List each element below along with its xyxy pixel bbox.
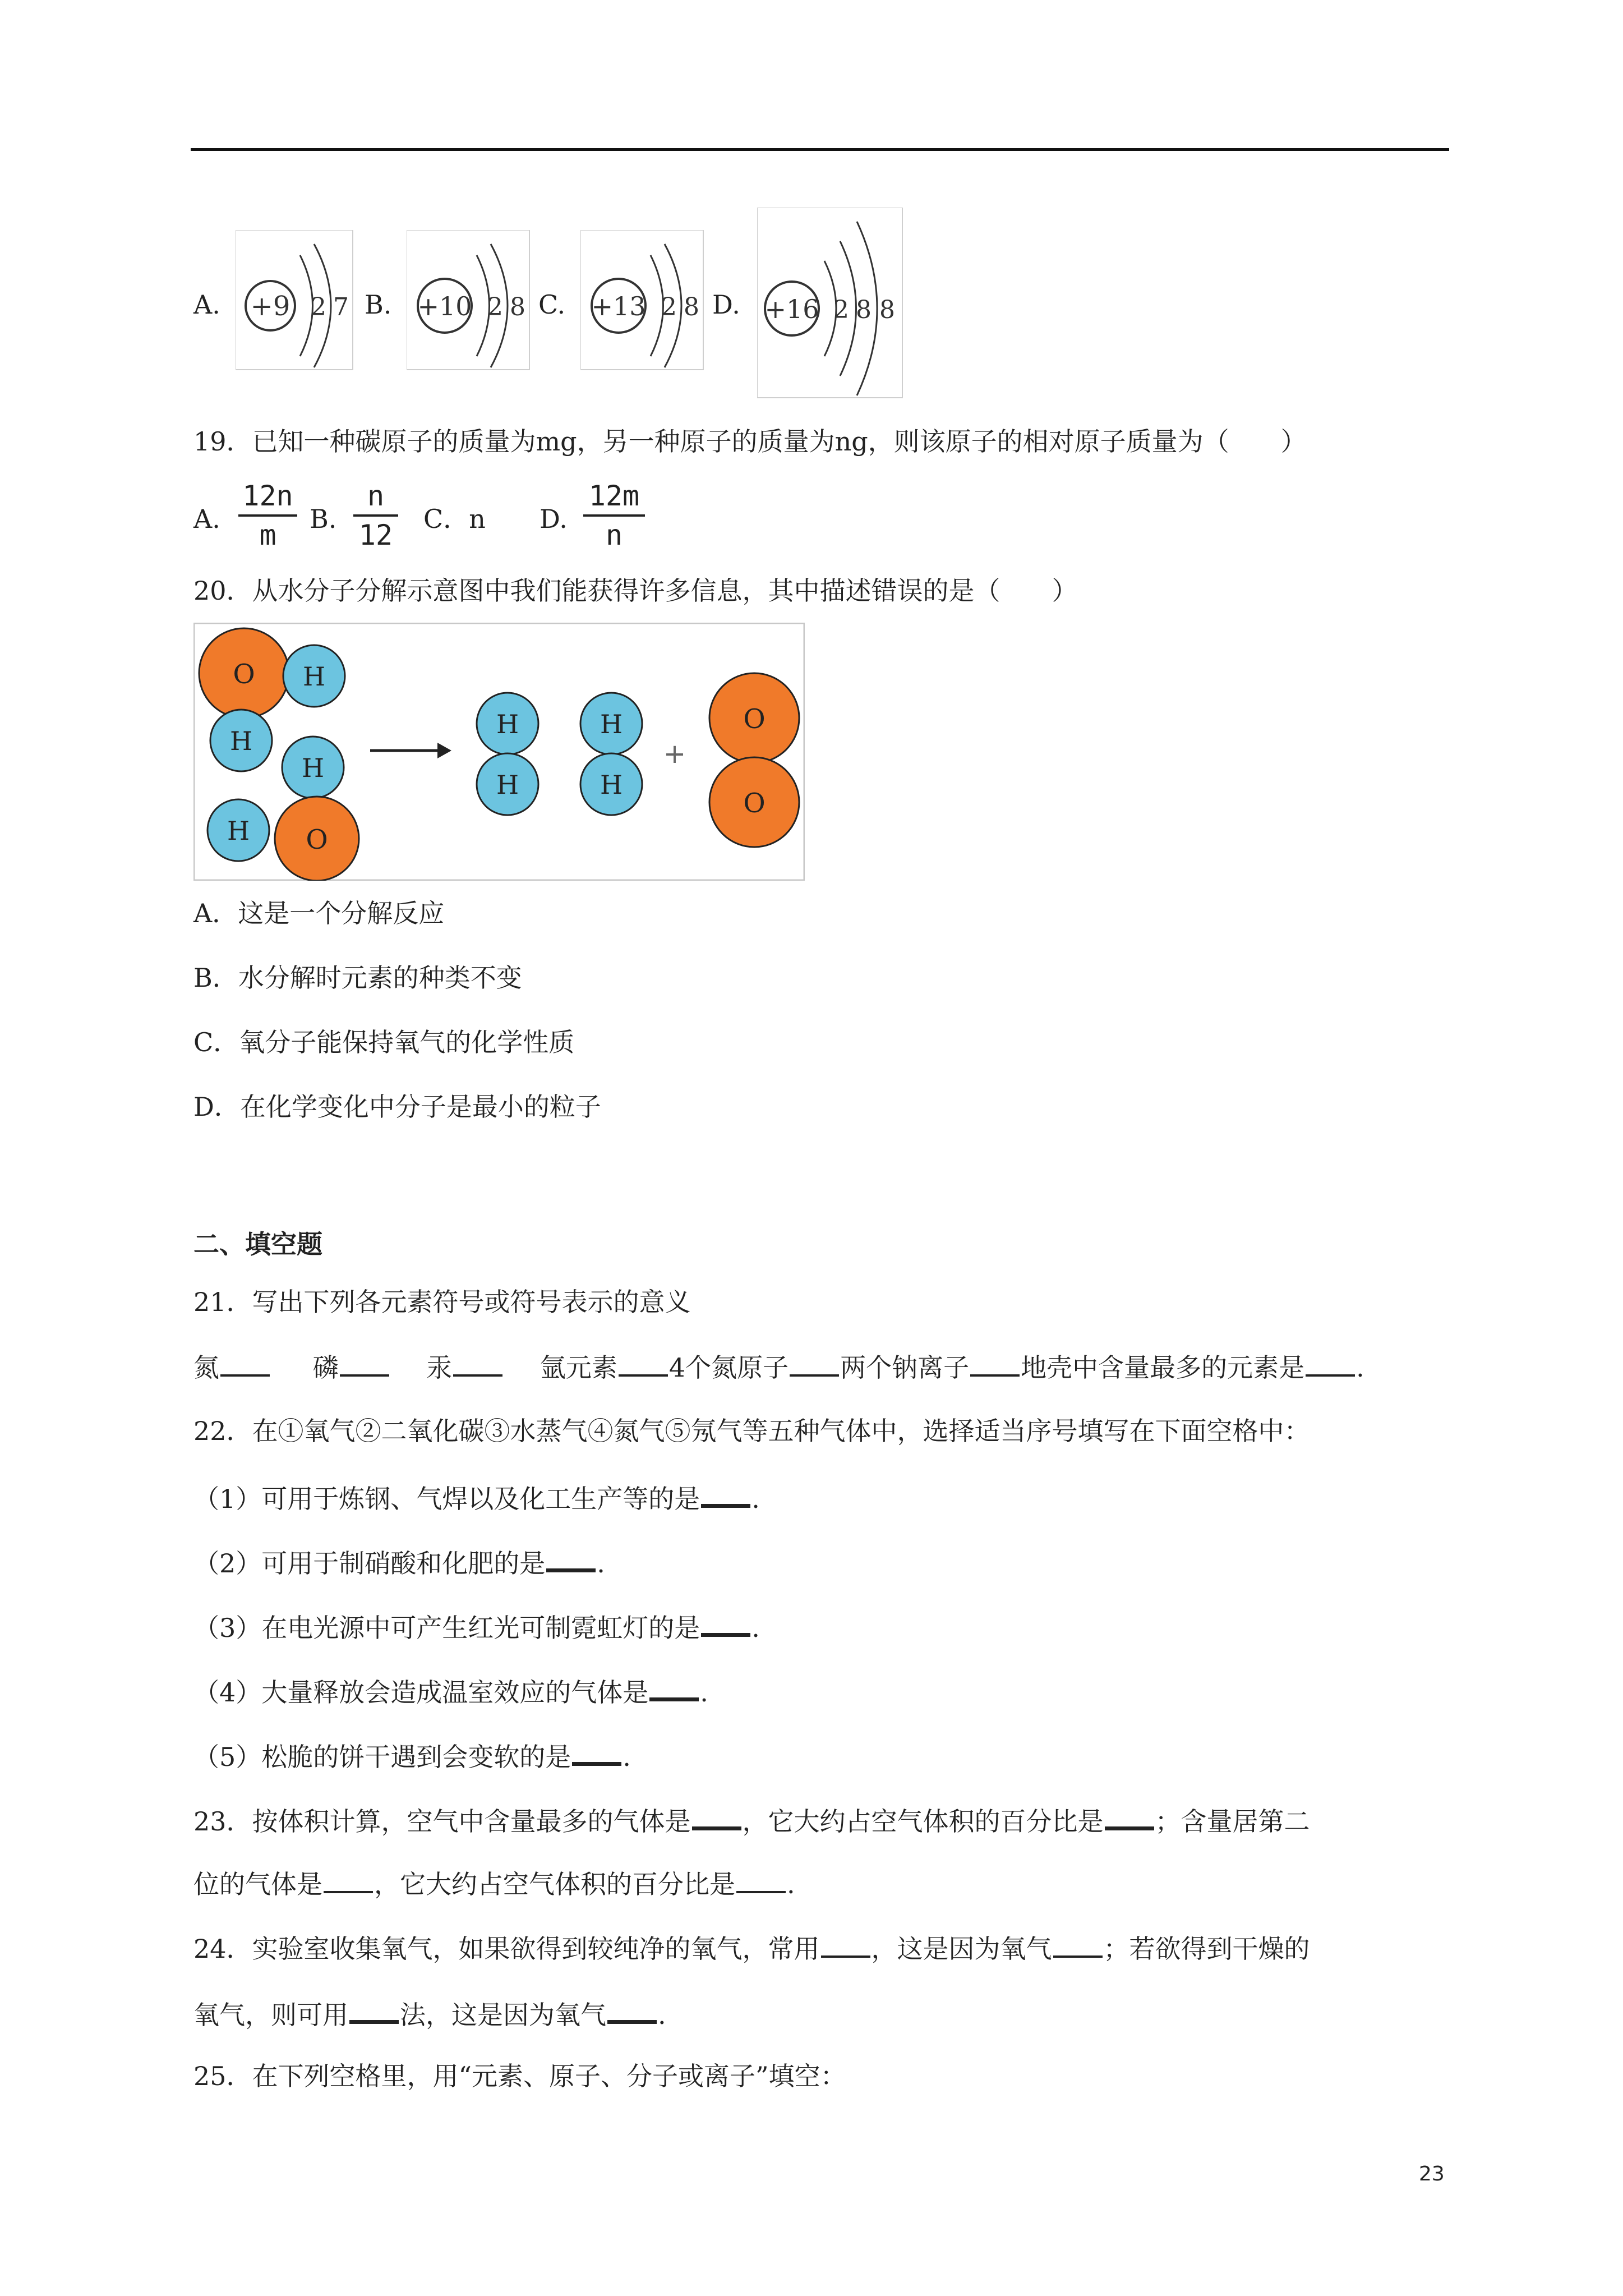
q18-option-a-atom-diagram <box>236 230 353 370</box>
q19-a-numerator: 12n <box>242 480 293 512</box>
q22-item-5 <box>193 1741 631 1770</box>
q18-c-shell-1: 2 <box>661 293 677 321</box>
q24-line-2 <box>193 1999 666 2028</box>
hydrogen-atom-label: H <box>496 709 519 739</box>
q18-option-c-atom-diagram <box>580 230 704 370</box>
q18-option-d-atom-diagram <box>757 208 903 398</box>
q21-stem: 21．写出下列各元素符号或符号表示的意义 <box>193 1287 691 1317</box>
q24-line-1 <box>193 1934 1310 1962</box>
q22-stem: 22．在①氧气②二氧化碳③水蒸气④氮气⑤氖气等五种气体中，选择适当序号填写在下面空格中： <box>193 1416 1310 1446</box>
oxygen-atom-label: O <box>233 659 255 690</box>
answer-blank[interactable] <box>607 1999 657 2024</box>
hydrogen-atom-label: H <box>302 661 326 692</box>
section-title: 二、填空题 <box>193 1229 322 1259</box>
answer-blank[interactable] <box>701 1612 750 1637</box>
header-rule <box>191 148 1449 151</box>
answer-blank[interactable] <box>1306 1353 1355 1377</box>
q23-seg1: 23．按体积计算，空气中含量最多的气体是 <box>193 1806 691 1837</box>
q19-option-d-label: D. <box>540 504 568 534</box>
q23-line-2 <box>193 1870 795 1897</box>
q21-end: . <box>1356 1352 1364 1383</box>
q22-item-4-text: （4）大量释放会造成温室效应的气体是 <box>193 1677 649 1708</box>
q21-part-two-sodium-ions: 两个钠离子 <box>840 1352 970 1383</box>
q19-d-numerator: 12m <box>588 480 640 512</box>
answer-blank[interactable] <box>619 1353 668 1377</box>
q21-part-four-nitrogen: 4个氮原子 <box>668 1352 789 1383</box>
q18-option-b-label: B. <box>365 289 392 320</box>
q19-a-denominator: m <box>259 519 276 551</box>
q23-line-1 <box>193 1805 1310 1837</box>
q22-item-5-text: （5）松脆的饼干遇到会变软的是 <box>193 1742 571 1772</box>
q18-option-d-label: D. <box>712 289 740 320</box>
q21-blanks-line <box>193 1353 1364 1381</box>
q18-c-nucleus: +13 <box>591 291 646 321</box>
q24-seg3: ；若欲得到干燥的 <box>1103 1934 1310 1964</box>
q20-option-c: C．氧分子能保持氧气的化学性质 <box>193 1027 575 1057</box>
q18-d-shell-3: 8 <box>879 296 895 324</box>
page-number: 23 <box>1419 2162 1445 2185</box>
q18-option-c-label: C. <box>538 289 566 320</box>
q19-option-b-label: B. <box>310 504 337 534</box>
q19-b-denominator: 12 <box>358 519 393 551</box>
q18-b-shell-1: 2 <box>487 293 503 321</box>
answer-blank[interactable] <box>572 1741 621 1766</box>
q22-item-1 <box>193 1483 760 1512</box>
answer-blank[interactable] <box>340 1353 389 1377</box>
answer-blank[interactable] <box>324 1870 373 1893</box>
q22-item-5-end: . <box>623 1742 631 1772</box>
q23-seg5: ，它大约占空气体积的百分比是 <box>374 1869 735 1899</box>
q21-part-argon: 氩元素 <box>540 1352 617 1383</box>
plus-sign: + <box>663 738 686 770</box>
q21-part-phosphorus: 磷 <box>312 1352 339 1383</box>
q22-item-4 <box>193 1676 708 1708</box>
q22-item-3-text: （3）在电光源中可产生红光可制霓虹灯的是 <box>193 1613 700 1643</box>
q18-d-shell-2: 8 <box>856 296 872 324</box>
hydrogen-atom-label: H <box>301 753 325 783</box>
q19-d-denominator: n <box>605 519 623 551</box>
q23-seg2: ，它大约占空气体积的百分比是 <box>742 1806 1104 1837</box>
q20-option-d: D．在化学变化中分子是最小的粒子 <box>193 1092 601 1122</box>
answer-blank[interactable] <box>821 1934 870 1958</box>
q18-c-shell-2: 8 <box>684 293 699 321</box>
q21-part-nitrogen: 氮 <box>193 1352 219 1383</box>
q19-option-c: C．n <box>423 504 486 534</box>
q18-a-shell-2: 7 <box>333 293 349 321</box>
answer-blank[interactable] <box>220 1353 270 1377</box>
q24-seg2: ，这是因为氧气 <box>871 1934 1052 1964</box>
q23-seg4: 位的气体是 <box>193 1869 322 1899</box>
q19-stem: 19．已知一种碳原子的质量为mg，另一种原子的质量为ng，则该原子的相对原子质量为（ ） <box>193 426 1307 457</box>
q20-stem: 20．从水分子分解示意图中我们能获得许多信息，其中描述错误的是（ ） <box>193 576 1078 606</box>
answer-blank[interactable] <box>1105 1805 1154 1830</box>
q21-part-crust-element: 地壳中含量最多的元素是 <box>1021 1352 1305 1383</box>
answer-blank[interactable] <box>453 1353 502 1377</box>
q22-item-3-end: . <box>751 1613 760 1643</box>
q19-b-numerator: n <box>367 480 385 512</box>
q23-end: . <box>787 1869 795 1899</box>
q22-item-2-end: . <box>597 1548 605 1579</box>
q24-seg1: 24．实验室收集氧气，如果欲得到较纯净的氧气，常用 <box>193 1934 820 1964</box>
q24-end: . <box>658 2000 666 2030</box>
answer-blank[interactable] <box>1053 1934 1103 1958</box>
hydrogen-atom-label: H <box>229 726 253 756</box>
q18-b-shell-2: 8 <box>510 293 525 321</box>
q23-seg3: ；含量居第二 <box>1155 1806 1310 1837</box>
oxygen-atom-label: O <box>743 703 766 735</box>
q19-option-d-fraction <box>583 480 645 551</box>
q22-item-1-end: . <box>751 1484 760 1514</box>
answer-blank[interactable] <box>701 1483 750 1508</box>
oxygen-atom-label: O <box>743 788 766 819</box>
answer-blank[interactable] <box>790 1353 839 1377</box>
q19-option-a-fraction <box>238 480 297 551</box>
q18-d-nucleus: +16 <box>764 294 819 324</box>
hydrogen-atom-label: H <box>227 816 250 846</box>
q21-part-mercury: 汞 <box>426 1352 453 1383</box>
q18-a-nucleus: +9 <box>250 291 291 322</box>
q20-water-decomposition-diagram <box>193 623 805 881</box>
q22-item-1-text: （1）可用于炼钢、气焊以及化工生产等的是 <box>193 1484 700 1514</box>
hydrogen-atom-label: H <box>600 709 623 739</box>
q22-item-4-end: . <box>700 1677 708 1708</box>
answer-blank[interactable] <box>736 1870 786 1893</box>
q19-option-b-fraction <box>353 480 398 551</box>
answer-blank[interactable] <box>649 1676 699 1701</box>
q22-item-3 <box>193 1612 760 1641</box>
q18-b-nucleus: +10 <box>417 291 472 321</box>
q20-option-b: B．水分解时元素的种类不变 <box>193 963 522 993</box>
answer-blank[interactable] <box>970 1353 1020 1377</box>
q24-seg4: 氧气，则可用 <box>193 2000 348 2030</box>
q18-option-a-label: A. <box>193 289 220 320</box>
q22-item-2 <box>193 1547 605 1579</box>
q25-stem: 25．在下列空格里，用“元素、原子、分子或离子”填空： <box>193 2061 846 2091</box>
oxygen-atom-label: O <box>306 824 328 855</box>
q22-item-2-text: （2）可用于制硝酸和化肥的是 <box>193 1548 546 1579</box>
q20-option-a: A．这是一个分解反应 <box>193 898 445 928</box>
q24-seg5: 法，这是因为氧气 <box>400 2000 606 2030</box>
hydrogen-atom-label: H <box>496 770 519 800</box>
q19-option-a-label: A. <box>193 504 220 534</box>
answer-blank[interactable] <box>546 1547 596 1572</box>
answer-blank[interactable] <box>349 1999 399 2024</box>
q18-a-shell-1: 2 <box>311 293 326 321</box>
q18-d-shell-1: 2 <box>833 296 849 324</box>
q18-option-b-atom-diagram <box>407 230 530 370</box>
answer-blank[interactable] <box>692 1805 741 1830</box>
hydrogen-atom-label: H <box>600 770 623 800</box>
